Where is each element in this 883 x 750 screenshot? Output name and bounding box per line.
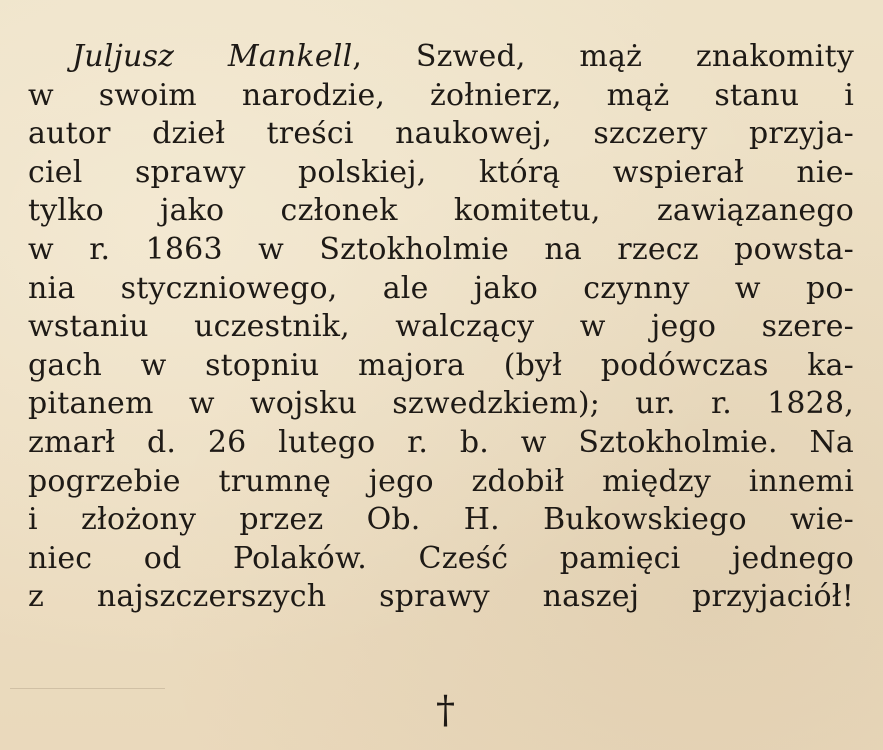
- text-line: ciel sprawy polskiej, którą wspierał nie-: [28, 154, 854, 190]
- text-line: autor dzieł treści naukowej, szczery przyja-: [28, 116, 854, 152]
- text-line: zmarł d. 26 lutego r. b. w Sztokholmie. Na: [28, 424, 854, 460]
- text-line: i złożony przez Ob. H. Bukowskiego wie-: [28, 502, 854, 538]
- text-line: z najszczerszych sprawy naszej przyjaciół!: [28, 579, 854, 615]
- obituary-paragraph: [28, 38, 854, 617]
- text-line: niec od Polaków. Cześć pamięci jednego: [28, 540, 854, 576]
- text-line: [28, 38, 854, 77]
- text-line: pitanem w wojsku szwedzkiem); ur. r. 1828,: [28, 386, 854, 422]
- text-line: w swoim narodzie, żołnierz, mąż stanu i: [28, 77, 854, 113]
- text-line: nia styczniowego, ale jako czynny w po-: [28, 270, 854, 306]
- first-line-text: , Szwed, mąż znakomity: [352, 39, 854, 74]
- text-line: w r. 1863 w Sztokholmie na rzecz powsta-: [28, 231, 854, 267]
- text-line: tylko jako członek komitetu, zawiązanego: [28, 193, 854, 229]
- text-line: gach w stopniu majora (był podówczas ka-: [28, 347, 854, 383]
- author-name: Juljusz Mankell: [72, 39, 353, 74]
- dagger-symbol: †: [436, 688, 455, 732]
- text-line: pogrzebie trumnę jego zdobił między innemi: [28, 463, 854, 499]
- text-line: wstaniu uczestnik, walczący w jego szere-: [28, 309, 854, 345]
